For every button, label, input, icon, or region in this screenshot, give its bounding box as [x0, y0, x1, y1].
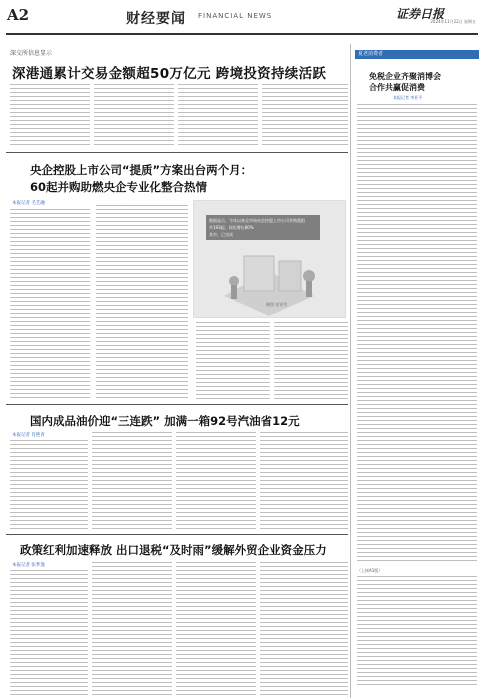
article-2-headline	[30, 162, 252, 196]
caption-line-1: 数据显示，今年以来全市场央企控股上市公司并购重组	[209, 218, 305, 223]
sidebar-headline-line-1: 免税企业齐聚消博会	[369, 72, 441, 81]
article-4-col-2	[92, 562, 172, 695]
article-1-kicker: 深交所信息显示	[10, 50, 53, 57]
article-2-col-1	[10, 209, 90, 399]
article-3-headline: 国内成品油价迎“三连跌” 加满一箱92号汽油省12元	[30, 414, 300, 428]
masthead-rule	[6, 33, 478, 35]
article-4-col-4	[260, 562, 348, 695]
section-divider-1	[6, 152, 348, 153]
article-3-byline: 本报记者 肖艳青	[12, 433, 45, 438]
sidebar	[353, 44, 481, 698]
article-3-col-2	[92, 432, 172, 530]
section-divider-2	[6, 404, 348, 405]
sidebar-tag: 夏老消费者	[355, 50, 479, 59]
article-3-col-4	[260, 432, 348, 530]
sidebar-headline	[369, 71, 441, 93]
article-4-byline: 本报记者 张芗逸	[12, 563, 45, 568]
article-2-col-3	[196, 322, 270, 399]
article-2-byline: 本报记者 毛艺融	[12, 201, 45, 206]
sidebar-body-text-2	[357, 576, 477, 688]
article-3-col-3	[176, 432, 256, 530]
article-1-col-3	[178, 84, 258, 146]
illustration-caption	[206, 215, 320, 240]
article-1-col-4	[262, 84, 348, 146]
sidebar-divider	[350, 44, 351, 698]
article-2-col-4	[274, 322, 348, 399]
illustration-credit: 制图 张钊雪	[266, 302, 288, 307]
section-title: 财经要闻	[126, 11, 186, 27]
sidebar-byline: 本报记者 李亚平	[393, 95, 423, 100]
paper-logo: 证券日报	[395, 7, 444, 21]
article-1-headline: 深港通累计交易金额超50万亿元 跨境投资持续活跃	[12, 66, 327, 82]
sidebar-body-text	[357, 104, 477, 562]
article-1-col-1	[10, 84, 90, 146]
article-2-headline-line-1: 央企控股上市公司“提质”方案出台两个月：	[30, 163, 253, 177]
page-number: A2	[7, 6, 30, 24]
article-2-col-2	[96, 205, 188, 399]
sidebar-continued-note: （上接A1版）	[357, 568, 383, 573]
article-1-col-2	[94, 84, 174, 146]
article-2-headline-line-2: 60起并购助燃央企专业化整合热情	[30, 180, 208, 194]
article-4-headline: 政策红利加速释放 出口退税“及时雨”缓解外贸企业资金压力	[20, 543, 327, 557]
article-4-col-3	[176, 562, 256, 695]
section-title-en: FINANCIAL NEWS	[198, 12, 273, 20]
caption-line-2: 共193起，同比增长80%	[209, 225, 254, 230]
caption-line-3: 其中，已完成	[209, 232, 233, 237]
article-4-col-1	[10, 570, 88, 695]
sidebar-headline-line-2: 合作共赢促消费	[369, 83, 425, 92]
masthead	[0, 0, 484, 40]
article-3-col-1	[10, 440, 88, 530]
date-line: 2024年11月22日 星期五	[430, 19, 476, 24]
section-divider-3	[6, 534, 348, 535]
